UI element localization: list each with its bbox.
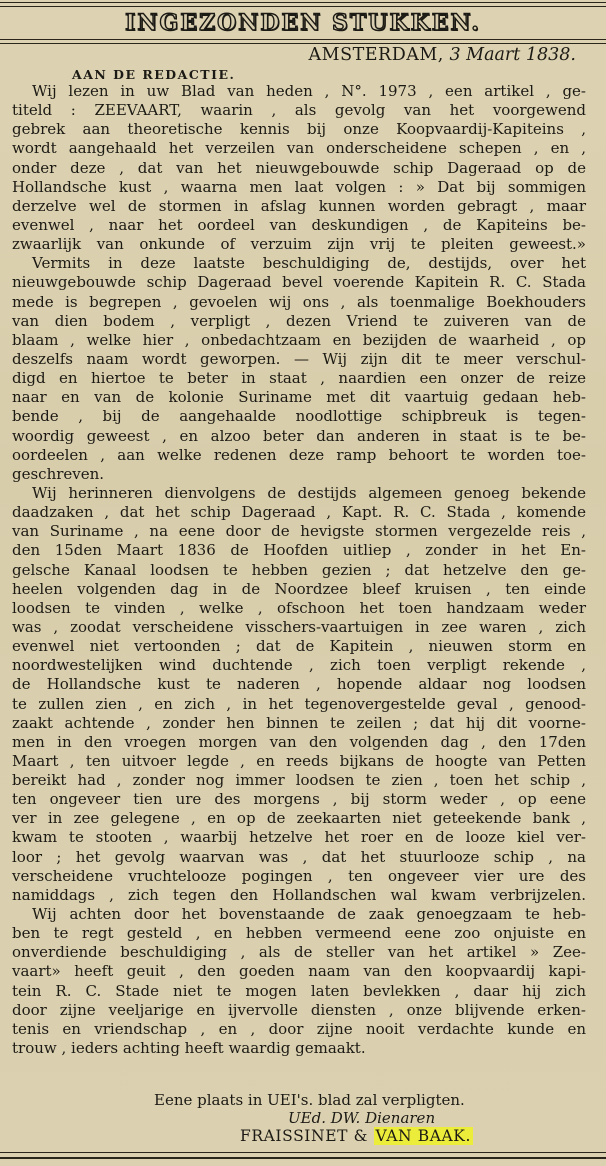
body-line: mede is begrepen , gevoelen wij ons , als toenmalige Boekhouders [12, 292, 586, 311]
body-line: blaam , welke hier , onbedachtzaam en bezijden de waarheid , op [12, 330, 586, 349]
body-line: zwaarlijk van onkunde of verzuim zijn vrij te pleiten geweest.» [12, 235, 586, 254]
body-line: woordig geweest , en alzoo beter dan anderen in staat is te be- [12, 426, 586, 445]
body-line: de Hollandsche kust te naderen , hopende aldaar nog loodsen [12, 675, 586, 694]
body-line: ten ongeveer tien ure des morgens , bij storm weder , op eene [12, 790, 586, 809]
body-line: namiddags , zich tegen den Hollandschen wal kwam verbrijzelen. [12, 885, 586, 904]
body-line: ver in zee gelegene , en op de zeekaarten niet geteekende bank , [12, 809, 586, 828]
body-line: Hollandsche kust , waarna men laat volgen : » Dat bij sommigen [12, 177, 586, 196]
body-line: evenwel , naar het oordeel van deskundigen , de Kapiteins be- [12, 215, 586, 234]
body-line: Vermits in deze laatste beschuldiging de, destijds, over het [32, 254, 586, 273]
body-line: geschreven. [12, 464, 105, 483]
dateline [309, 45, 576, 65]
letter-body [12, 82, 586, 1058]
body-line: deszelfs naam wordt geworpen. — Wij zijn dit te meer verschul- [12, 349, 586, 368]
dateline-date: 3 Maart 1838. [449, 45, 576, 65]
body-line: was , zoodat verscheidene visschers-vaartuigen in zee waren , zich [12, 617, 586, 636]
body-line: onverdiende beschuldiging , als de steller van het artikel » Zee- [12, 943, 586, 962]
heading-rule [0, 39, 606, 44]
body-line: den 15den Maart 1836 de Hoofden uitliep , zonder in het En- [12, 541, 586, 560]
signature [240, 1127, 606, 1145]
body-line: van Suriname , na eene door de hevigste stormen vergezelde reis , [12, 522, 586, 541]
body-line: gelsche Kanaal loodsen te hebben gezien ; dat hetzelve den ge- [12, 560, 586, 579]
body-line: heelen volgenden dag in de Noordzee bleef kruisen , ten einde [12, 579, 586, 598]
body-line: Maart , ten uitvoer legde , en reeds bijkans de hoogte van Petten [12, 751, 586, 770]
body-line: trouw , ieders achting heeft waardig gemaakt. [12, 1039, 366, 1058]
body-line: verscheidene vruchtelooze pogingen , ten ongeveer vier ure des [12, 866, 586, 885]
body-line: Wij lezen in uw Blad van heden , N°. 1973 , een artikel , ge- [32, 82, 586, 100]
body-line: van dien bodem , verpligt , dezen Vriend te zuiveren van de [12, 311, 586, 330]
dateline-place: AMSTERDAM, [308, 45, 444, 65]
body-line: gebrek aan theoretische kennis bij onze Koopvaardij-Kapiteins , [12, 120, 586, 139]
body-line: titeld : ZEEVAART, waarin , als gevolg van het voorgewend [12, 101, 586, 120]
bottom-rule [0, 1152, 606, 1159]
section-heading: INGEZONDEN STUKKEN. [125, 10, 481, 36]
body-line: noordwestelijken wind duchtende , zich toen verpligt rekende , [12, 656, 586, 675]
body-line: nieuwgebouwde schip Dageraad bevel voerende Kapitein R. C. Stada [12, 273, 586, 292]
body-line: loor ; het gevolg waarvan was , dat het stuurlooze schip , na [12, 847, 586, 866]
body-line: digd en hiertoe te beter in staat , naardien een onzer de reize [12, 369, 586, 388]
body-line: men in den vroegen morgen van den volgenden dag , den 17den [12, 732, 586, 751]
salutation: AAN DE REDACTIE. [72, 67, 236, 82]
body-line: tein R. C. Stade niet te mogen laten bevlekken , daar hij zich [12, 981, 586, 1000]
closing-request: Eene plaats in UEI's. blad zal verpligten. [154, 1091, 465, 1109]
body-line: oordeelen , aan welke redenen deze ramp behoort te worden toe- [12, 445, 586, 464]
body-line: wordt aangehaald het verzeilen van onderscheidene schepen , en , [12, 139, 586, 158]
body-line: ben te regt gesteld , en hebben vermeend eene zoo onjuiste en [12, 924, 586, 943]
body-line: te zullen zien , en zich , in het tegenovergestelde geval , genood- [12, 694, 586, 713]
body-line: bereikt had , zonder nog immer loodsen te zien , toen het schip , [12, 771, 586, 790]
body-line: kwam te stooten , waarbij hetzelve het roer en de looze kiel ver- [12, 828, 586, 847]
body-line: door zijne veeljarige en ijvervolle diensten , onze blijvende erken- [12, 1000, 586, 1019]
closing-servants: UEd. DW. Dienaren [288, 1109, 436, 1127]
body-line: loodsen te vinden , welke , ofschoon het toen handzaam weder [12, 598, 586, 617]
body-line: Wij herinneren dienvolgens de destijds algemeen genoeg bekende [32, 483, 586, 502]
body-line: evenwel niet vertoonden ; dat de Kapitein , nieuwen storm en [12, 637, 586, 656]
signature-name-2-highlighted: VAN BAAK. [375, 1127, 472, 1145]
body-line: vaart» heeft geuit , den goeden naam van den koopvaardij kapi- [12, 962, 586, 981]
top-rule [0, 2, 606, 7]
body-line: daadzaken , dat het schip Dageraad , Kapt. R. C. Stada , komende [12, 503, 586, 522]
body-line: Wij achten door het bovenstaande de zaak genoegzaam te heb- [32, 905, 586, 924]
body-line: bende , bij de aangehaalde noodlottige schipbreuk is tegen- [12, 407, 586, 426]
signature-name-1: FRAISSINET & [240, 1127, 368, 1145]
body-line: derzelve wel de stormen in afslag kunnen worden gebragt , maar [12, 196, 586, 215]
body-line: tenis en vriendschap , en , door zijne nooit verdachte kunde en [12, 1019, 586, 1038]
body-line: naar en van de kolonie Suriname met dit vaartuig gedaan heb- [12, 388, 586, 407]
body-line: onder deze , dat van het nieuwgebouwde schip Dageraad op de [12, 158, 586, 177]
body-line: zaakt achtende , zonder hen binnen te zeilen ; dat hij dit voorne- [12, 713, 586, 732]
